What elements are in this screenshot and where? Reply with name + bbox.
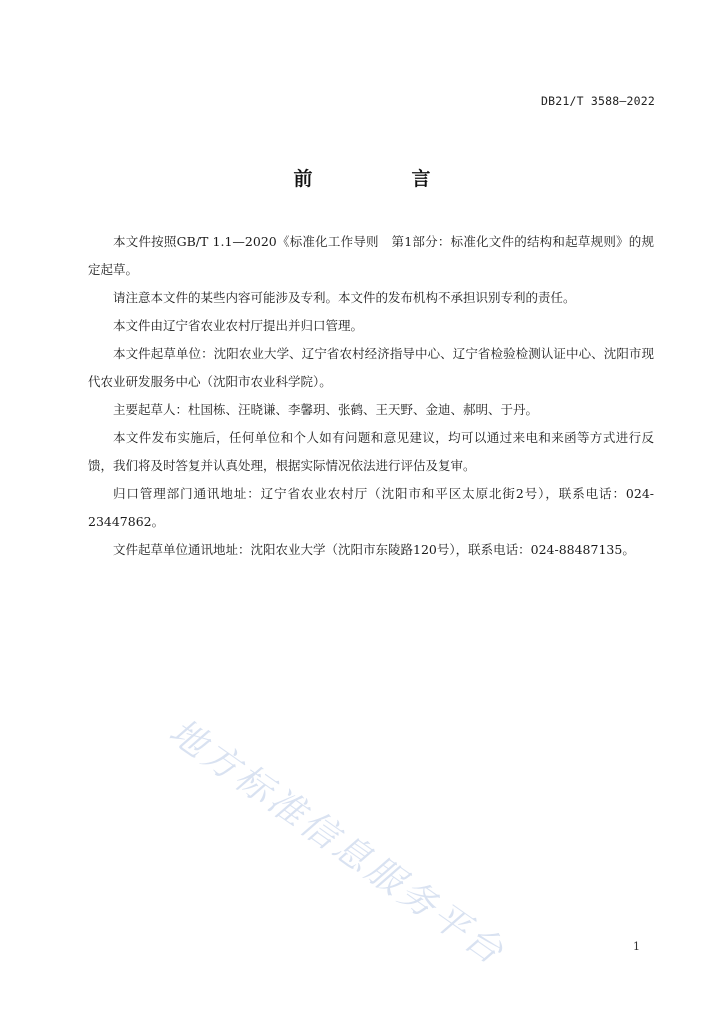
standard-code: DB21/T 3588—2022 [541,94,655,108]
paragraph-authority-address: 归口管理部门通讯地址：辽宁省农业农村厅（沈阳市和平区太原北街2号），联系电话：024-23447862。 [88,486,654,529]
paragraph-drafter-address: 文件起草单位通讯地址：沈阳农业大学（沈阳市东陵路120号），联系电话：024-88487135。 [113,542,635,557]
foreword-body [88,228,654,564]
paragraph-patent-notice: 请注意本文件的某些内容可能涉及专利。本文件的发布机构不承担识别专利的责任。 [113,290,576,305]
page-number: 1 [633,940,640,953]
watermark: 地方标准信息服务平台 [161,711,513,975]
paragraph-proposer: 本文件由辽宁省农业农村厅提出并归口管理。 [113,318,364,333]
page-title: 前 言 [293,168,471,190]
paragraph-drafters: 主要起草人：杜国栋、汪晓谦、李馨玥、张鹤、王天野、金迪、郝明、于丹。 [113,402,539,417]
paragraph-feedback: 本文件发布实施后，任何单位和个人如有问题和意见建议，均可以通过来电和来函等方式进行反馈，我们将及时答复并认真处理，根据实际情况依法进行评估及复审。 [88,430,654,473]
paragraph-drafting-rules: 本文件按照GB/T 1.1—2020《标准化工作导则 第1部分：标准化文件的结构和起草规则》的规定起草。 [88,234,654,277]
paragraph-drafting-units: 本文件起草单位：沈阳农业大学、辽宁省农村经济指导中心、辽宁省检验检测认证中心、沈阳市现代农业研发服务中心（沈阳市农业科学院）。 [88,346,654,389]
